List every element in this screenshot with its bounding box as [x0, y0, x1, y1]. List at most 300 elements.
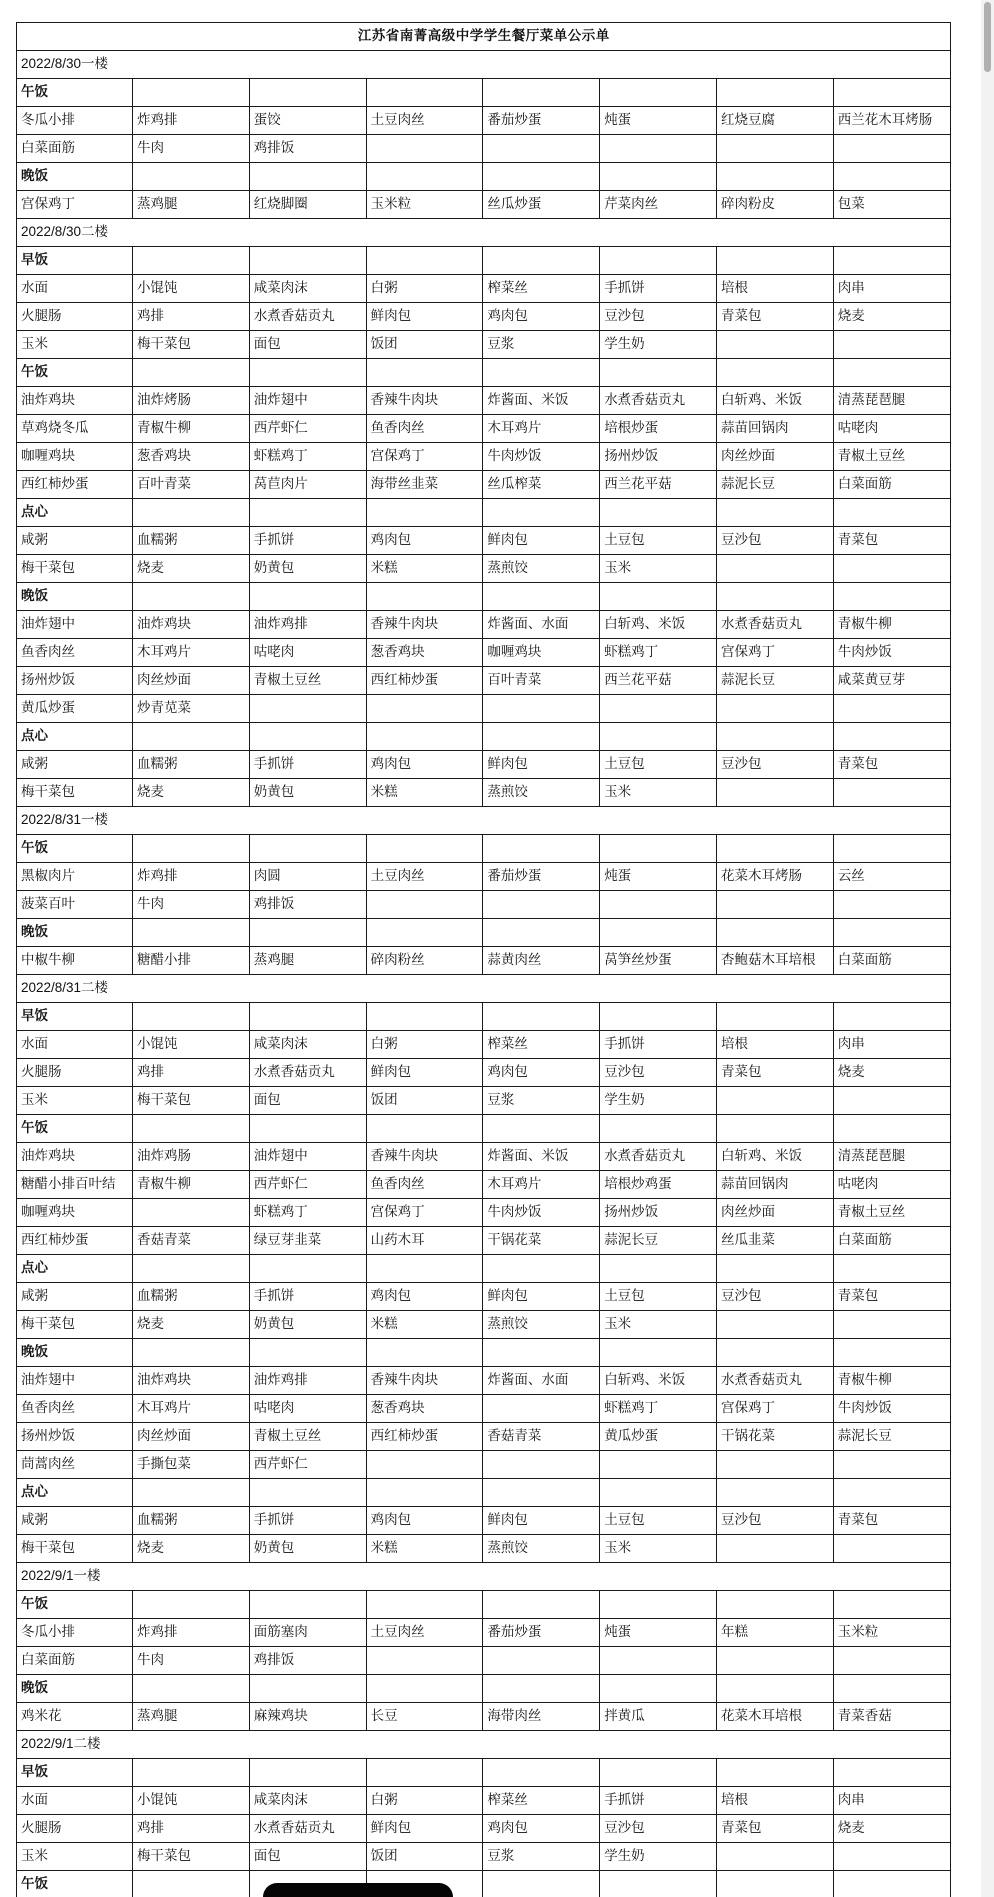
meal-header-row	[17, 1871, 951, 1897]
menu-item-cell: 海带丝韭菜	[366, 471, 483, 499]
menu-item-cell: 学生奶	[600, 331, 717, 359]
menu-item-cell: 青椒土豆丝	[249, 1423, 366, 1451]
menu-item-cell: 鸡肉包	[483, 1059, 600, 1087]
menu-item-cell: 青椒牛柳	[133, 1171, 250, 1199]
menu-item-cell: 土豆肉丝	[366, 863, 483, 891]
menu-item-cell: 青菜包	[833, 751, 950, 779]
menu-item-cell: 咸粥	[17, 751, 133, 779]
menu-item-cell	[833, 1087, 950, 1115]
meal-header-spacer	[600, 359, 717, 387]
meal-header-spacer	[833, 247, 950, 275]
menu-item-cell: 葱香鸡块	[366, 1395, 483, 1423]
menu-item-cell: 鸡肉包	[483, 1815, 600, 1843]
menu-item-cell: 炸鸡排	[133, 1619, 250, 1647]
menu-item-cell: 鸡肉包	[366, 751, 483, 779]
menu-item-cell: 培根	[716, 1031, 833, 1059]
menu-item-cell: 油炸鸡块	[133, 611, 250, 639]
date-label: 2022/8/30一楼	[17, 51, 951, 79]
menu-item-row	[17, 191, 951, 219]
menu-item-cell: 干锅花菜	[716, 1423, 833, 1451]
menu-item-cell: 青菜香菇	[833, 1703, 950, 1731]
menu-item-cell	[600, 695, 717, 723]
menu-item-row	[17, 639, 951, 667]
menu-item-cell: 肉丝炒面	[716, 1199, 833, 1227]
menu-item-cell: 番茄炒蛋	[483, 863, 600, 891]
menu-item-cell	[833, 779, 950, 807]
meal-header-spacer	[833, 835, 950, 863]
meal-header-spacer	[483, 1759, 600, 1787]
menu-item-cell: 梅干菜包	[133, 331, 250, 359]
menu-table	[16, 22, 951, 1897]
menu-item-cell: 奶黄包	[249, 1535, 366, 1563]
menu-item-cell: 牛肉	[133, 135, 250, 163]
meal-header-spacer	[600, 1759, 717, 1787]
menu-item-cell: 干锅花菜	[483, 1227, 600, 1255]
menu-item-row	[17, 527, 951, 555]
menu-item-cell	[716, 695, 833, 723]
menu-item-cell: 扬州炒饭	[600, 443, 717, 471]
menu-item-cell: 饭团	[366, 1843, 483, 1871]
menu-item-cell: 芹菜肉丝	[600, 191, 717, 219]
menu-item-cell: 水煮香菇贡丸	[600, 387, 717, 415]
menu-item-cell: 西芹虾仁	[249, 415, 366, 443]
menu-item-cell	[716, 1311, 833, 1339]
menu-item-cell: 梅干菜包	[17, 1311, 133, 1339]
menu-item-cell	[600, 891, 717, 919]
menu-item-cell: 鲜肉包	[366, 1815, 483, 1843]
menu-item-cell: 山药木耳	[366, 1227, 483, 1255]
meal-header-row	[17, 1591, 951, 1619]
meal-header-spacer	[600, 79, 717, 107]
meal-header-spacer	[716, 1871, 833, 1897]
menu-item-cell: 咸粥	[17, 1507, 133, 1535]
menu-item-cell: 土豆包	[600, 751, 717, 779]
menu-item-cell	[833, 1647, 950, 1675]
menu-item-row	[17, 415, 951, 443]
meal-header-spacer	[600, 1675, 717, 1703]
menu-item-cell: 面包	[249, 1843, 366, 1871]
menu-item-cell: 豆沙包	[716, 1283, 833, 1311]
menu-item-cell: 西芹虾仁	[249, 1171, 366, 1199]
menu-item-cell: 虾糕鸡丁	[600, 1395, 717, 1423]
menu-item-cell: 丝瓜榨菜	[483, 471, 600, 499]
menu-item-cell: 西红柿炒蛋	[366, 667, 483, 695]
menu-item-cell: 鸡排	[133, 303, 250, 331]
menu-item-cell	[483, 1451, 600, 1479]
menu-item-cell: 奶黄包	[249, 555, 366, 583]
menu-item-cell: 鲜肉包	[483, 751, 600, 779]
menu-item-cell: 鲜肉包	[483, 1507, 600, 1535]
vertical-scrollbar[interactable]	[981, 0, 994, 1897]
menu-item-cell: 肉串	[833, 1787, 950, 1815]
menu-item-cell: 白斩鸡、米饭	[716, 387, 833, 415]
meal-header-spacer	[133, 583, 250, 611]
menu-item-cell: 牛肉炒饭	[483, 443, 600, 471]
meal-header-spacer	[716, 583, 833, 611]
scrollbar-thumb[interactable]	[984, 2, 991, 72]
meal-header-spacer	[600, 1479, 717, 1507]
menu-item-cell: 青椒牛柳	[833, 611, 950, 639]
menu-item-cell	[366, 1451, 483, 1479]
menu-item-cell: 面包	[249, 331, 366, 359]
meal-header-spacer	[833, 1479, 950, 1507]
menu-item-cell: 虾糕鸡丁	[249, 1199, 366, 1227]
menu-item-cell: 虾糕鸡丁	[249, 443, 366, 471]
menu-item-row	[17, 1059, 951, 1087]
menu-item-row	[17, 947, 951, 975]
menu-item-cell: 豆沙包	[716, 1507, 833, 1535]
menu-item-row	[17, 891, 951, 919]
menu-item-cell: 虾糕鸡丁	[600, 639, 717, 667]
meal-header-spacer	[833, 919, 950, 947]
menu-item-cell: 玉米粒	[366, 191, 483, 219]
menu-item-cell: 梅干菜包	[17, 555, 133, 583]
menu-item-cell: 黄瓜炒蛋	[600, 1423, 717, 1451]
menu-item-row	[17, 1423, 951, 1451]
menu-item-row	[17, 1535, 951, 1563]
meal-name: 午饭	[17, 1871, 133, 1897]
meal-header-spacer	[249, 163, 366, 191]
menu-item-cell: 木耳鸡片	[483, 1171, 600, 1199]
menu-item-cell: 鸡排饭	[249, 891, 366, 919]
menu-item-cell	[833, 891, 950, 919]
menu-item-cell: 咖喱鸡块	[17, 443, 133, 471]
menu-item-cell: 玉米粒	[833, 1619, 950, 1647]
menu-item-cell: 蒜泥长豆	[716, 667, 833, 695]
menu-item-cell: 玉米	[17, 1087, 133, 1115]
menu-item-cell: 菠菜百叶	[17, 891, 133, 919]
meal-header-spacer	[833, 79, 950, 107]
menu-item-row	[17, 611, 951, 639]
meal-header-spacer	[833, 1675, 950, 1703]
menu-item-cell: 包菜	[833, 191, 950, 219]
menu-item-row	[17, 1647, 951, 1675]
menu-item-row	[17, 387, 951, 415]
meal-header-spacer	[833, 1255, 950, 1283]
menu-item-cell: 梅干菜包	[133, 1843, 250, 1871]
menu-item-cell	[600, 1647, 717, 1675]
menu-item-cell: 油炸鸡肠	[133, 1143, 250, 1171]
menu-item-cell: 咕咾肉	[249, 639, 366, 667]
menu-item-cell: 炖蛋	[600, 1619, 717, 1647]
menu-item-cell: 蒜黄肉丝	[483, 947, 600, 975]
meal-header-spacer	[600, 583, 717, 611]
menu-item-cell: 百叶青菜	[133, 471, 250, 499]
meal-header-spacer	[133, 1479, 250, 1507]
menu-item-cell: 蒜泥长豆	[600, 1227, 717, 1255]
menu-item-cell: 鸡排	[133, 1815, 250, 1843]
menu-item-cell: 土豆肉丝	[366, 107, 483, 135]
menu-item-cell: 蒸煎饺	[483, 555, 600, 583]
menu-item-cell: 白粥	[366, 1031, 483, 1059]
menu-item-cell: 土豆包	[600, 1507, 717, 1535]
meal-header-spacer	[366, 359, 483, 387]
menu-item-cell	[483, 1395, 600, 1423]
menu-item-cell: 烧麦	[133, 779, 250, 807]
meal-header-spacer	[249, 1255, 366, 1283]
meal-name: 午饭	[17, 359, 133, 387]
meal-header-spacer	[249, 835, 366, 863]
menu-item-cell: 油炸鸡排	[249, 1367, 366, 1395]
meal-header-spacer	[366, 499, 483, 527]
meal-header-row	[17, 79, 951, 107]
menu-item-cell: 青椒土豆丝	[833, 1199, 950, 1227]
menu-item-cell: 蒸煎饺	[483, 779, 600, 807]
menu-item-cell	[366, 135, 483, 163]
menu-item-cell: 豆浆	[483, 1843, 600, 1871]
meal-name: 点心	[17, 1255, 133, 1283]
menu-table-container	[16, 22, 950, 1897]
menu-item-cell: 炸酱面、米饭	[483, 387, 600, 415]
menu-item-row	[17, 443, 951, 471]
menu-item-cell: 油炸烤肠	[133, 387, 250, 415]
menu-item-cell	[366, 891, 483, 919]
meal-header-spacer	[133, 247, 250, 275]
meal-header-row	[17, 1759, 951, 1787]
meal-header-spacer	[249, 1115, 366, 1143]
menu-item-cell: 豆沙包	[600, 303, 717, 331]
menu-item-cell: 咕咾肉	[833, 1171, 950, 1199]
menu-item-cell: 火腿肠	[17, 1059, 133, 1087]
menu-item-cell: 油炸翅中	[17, 611, 133, 639]
menu-item-cell: 拌黄瓜	[600, 1703, 717, 1731]
meal-header-spacer	[716, 723, 833, 751]
meal-header-row	[17, 835, 951, 863]
meal-header-spacer	[133, 919, 250, 947]
meal-header-spacer	[483, 163, 600, 191]
menu-item-cell: 木耳鸡片	[133, 1395, 250, 1423]
menu-item-cell: 肉串	[833, 1031, 950, 1059]
menu-item-cell: 玉米	[600, 779, 717, 807]
menu-item-cell: 鲜肉包	[483, 527, 600, 555]
menu-item-cell: 香辣牛肉块	[366, 387, 483, 415]
menu-item-cell: 手抓饼	[600, 1787, 717, 1815]
menu-item-row	[17, 1171, 951, 1199]
menu-item-cell: 鸡肉包	[366, 527, 483, 555]
menu-item-cell: 扬州炒饭	[600, 1199, 717, 1227]
menu-item-cell: 鲜肉包	[366, 1059, 483, 1087]
meal-header-spacer	[716, 1339, 833, 1367]
meal-header-row	[17, 1115, 951, 1143]
menu-item-cell: 鸡肉包	[483, 303, 600, 331]
meal-header-spacer	[483, 1871, 600, 1897]
menu-item-cell: 青菜包	[716, 1059, 833, 1087]
menu-item-cell	[716, 779, 833, 807]
meal-header-row	[17, 919, 951, 947]
menu-item-cell: 香辣牛肉块	[366, 1143, 483, 1171]
menu-item-cell: 榨菜丝	[483, 1787, 600, 1815]
menu-item-cell: 米糕	[366, 1535, 483, 1563]
menu-item-cell: 扬州炒饭	[17, 1423, 133, 1451]
menu-item-cell: 咖喱鸡块	[17, 1199, 133, 1227]
meal-header-spacer	[483, 835, 600, 863]
menu-item-cell: 水煮香菇贡丸	[249, 303, 366, 331]
menu-item-row	[17, 1787, 951, 1815]
meal-header-spacer	[366, 583, 483, 611]
menu-item-cell: 蒸鸡腿	[133, 191, 250, 219]
meal-header-spacer	[366, 1479, 483, 1507]
menu-item-cell: 白菜面筋	[833, 1227, 950, 1255]
menu-item-cell	[833, 1843, 950, 1871]
menu-item-cell: 白粥	[366, 1787, 483, 1815]
menu-item-cell: 培根	[716, 1787, 833, 1815]
meal-header-spacer	[600, 247, 717, 275]
meal-header-spacer	[249, 499, 366, 527]
menu-item-cell	[716, 331, 833, 359]
meal-header-spacer	[366, 835, 483, 863]
menu-item-cell: 青菜包	[833, 1283, 950, 1311]
meal-header-spacer	[716, 1759, 833, 1787]
date-label: 2022/9/1一楼	[17, 1563, 951, 1591]
meal-header-spacer	[483, 79, 600, 107]
meal-header-spacer	[833, 359, 950, 387]
menu-item-cell: 白粥	[366, 275, 483, 303]
menu-item-cell: 西兰花木耳烤肠	[833, 107, 950, 135]
menu-item-cell: 油炸鸡排	[249, 611, 366, 639]
date-banner-row	[17, 51, 951, 79]
menu-item-cell: 炖蛋	[600, 107, 717, 135]
date-label: 2022/8/30二楼	[17, 219, 951, 247]
menu-item-cell: 牛肉	[133, 1647, 250, 1675]
meal-name: 晚饭	[17, 919, 133, 947]
menu-item-cell: 宫保鸡丁	[716, 639, 833, 667]
menu-item-cell: 油炸翅中	[249, 1143, 366, 1171]
meal-header-spacer	[483, 1591, 600, 1619]
meal-name: 晚饭	[17, 1675, 133, 1703]
menu-item-cell	[833, 331, 950, 359]
menu-item-cell: 青椒土豆丝	[249, 667, 366, 695]
meal-header-row	[17, 1003, 951, 1031]
meal-header-spacer	[483, 1339, 600, 1367]
menu-item-cell: 木耳鸡片	[483, 415, 600, 443]
menu-item-cell: 长豆	[366, 1703, 483, 1731]
menu-item-cell: 糖醋小排	[133, 947, 250, 975]
meal-header-spacer	[600, 163, 717, 191]
meal-header-spacer	[249, 1339, 366, 1367]
meal-header-spacer	[600, 835, 717, 863]
menu-item-cell: 炸酱面、水面	[483, 1367, 600, 1395]
menu-item-row	[17, 1367, 951, 1395]
meal-header-spacer	[600, 1871, 717, 1897]
meal-header-spacer	[366, 1003, 483, 1031]
menu-item-cell: 手抓饼	[249, 1283, 366, 1311]
menu-item-cell: 奶黄包	[249, 779, 366, 807]
menu-item-cell: 白菜面筋	[17, 1647, 133, 1675]
menu-item-cell: 榨菜丝	[483, 275, 600, 303]
meal-header-spacer	[133, 1675, 250, 1703]
menu-item-cell: 云丝	[833, 863, 950, 891]
menu-item-cell: 烧麦	[133, 1535, 250, 1563]
menu-item-cell: 鸡排饭	[249, 1647, 366, 1675]
menu-item-cell: 玉米	[600, 1535, 717, 1563]
menu-item-cell: 豆沙包	[600, 1815, 717, 1843]
meal-header-spacer	[133, 723, 250, 751]
meal-name: 晚饭	[17, 163, 133, 191]
menu-item-cell: 手抓饼	[249, 751, 366, 779]
meal-header-row	[17, 1255, 951, 1283]
menu-item-cell: 炸鸡排	[133, 107, 250, 135]
menu-item-cell: 培根	[716, 275, 833, 303]
menu-item-row	[17, 1703, 951, 1731]
date-banner-row	[17, 219, 951, 247]
meal-name: 午饭	[17, 79, 133, 107]
menu-item-cell: 冬瓜小排	[17, 1619, 133, 1647]
menu-item-cell: 玉米	[600, 1311, 717, 1339]
meal-name: 晚饭	[17, 583, 133, 611]
menu-item-cell: 白斩鸡、米饭	[600, 611, 717, 639]
meal-header-spacer	[716, 163, 833, 191]
menu-item-cell: 鸡肉包	[366, 1507, 483, 1535]
menu-item-cell: 冬瓜小排	[17, 107, 133, 135]
menu-item-cell: 豆沙包	[600, 1059, 717, 1087]
menu-item-cell	[716, 1535, 833, 1563]
menu-item-cell: 香菇青菜	[133, 1227, 250, 1255]
meal-header-spacer	[366, 79, 483, 107]
menu-item-row	[17, 1843, 951, 1871]
meal-header-spacer	[366, 723, 483, 751]
menu-item-row	[17, 863, 951, 891]
menu-item-cell: 手抓饼	[249, 1507, 366, 1535]
menu-item-cell: 番茄炒蛋	[483, 1619, 600, 1647]
title-row	[17, 23, 951, 51]
date-banner-row	[17, 807, 951, 835]
menu-item-cell	[833, 1535, 950, 1563]
meal-header-spacer	[483, 723, 600, 751]
meal-header-spacer	[366, 1339, 483, 1367]
meal-header-row	[17, 583, 951, 611]
menu-item-cell: 白菜面筋	[17, 135, 133, 163]
menu-item-cell: 玉米	[17, 1843, 133, 1871]
menu-item-cell: 花菜木耳烤肠	[716, 863, 833, 891]
menu-item-cell: 草鸡烧冬瓜	[17, 415, 133, 443]
menu-item-cell	[716, 1843, 833, 1871]
meal-header-spacer	[600, 1115, 717, 1143]
menu-item-cell: 饭团	[366, 1087, 483, 1115]
meal-header-spacer	[366, 919, 483, 947]
date-banner-row	[17, 975, 951, 1003]
menu-item-cell: 炸酱面、米饭	[483, 1143, 600, 1171]
menu-item-cell: 香辣牛肉块	[366, 1367, 483, 1395]
menu-item-cell	[833, 555, 950, 583]
meal-header-spacer	[716, 1479, 833, 1507]
menu-item-cell: 咸菜肉沫	[249, 1787, 366, 1815]
menu-item-row	[17, 1283, 951, 1311]
menu-item-cell: 炸鸡排	[133, 863, 250, 891]
menu-item-cell	[133, 1199, 250, 1227]
menu-item-cell	[600, 135, 717, 163]
meal-name: 点心	[17, 723, 133, 751]
meal-header-spacer	[483, 1675, 600, 1703]
menu-item-cell	[366, 695, 483, 723]
date-label: 2022/8/31一楼	[17, 807, 951, 835]
menu-item-row	[17, 1619, 951, 1647]
menu-item-cell: 莴笋丝炒蛋	[600, 947, 717, 975]
menu-item-cell: 小馄饨	[133, 275, 250, 303]
menu-table-body	[17, 23, 951, 1897]
meal-header-spacer	[249, 1759, 366, 1787]
menu-item-cell: 牛肉炒饭	[833, 639, 950, 667]
meal-header-spacer	[249, 1003, 366, 1031]
menu-item-cell: 番茄炒蛋	[483, 107, 600, 135]
meal-header-spacer	[483, 1479, 600, 1507]
menu-item-cell: 肉丝炒面	[133, 667, 250, 695]
menu-item-row	[17, 751, 951, 779]
menu-item-cell: 蒸煎饺	[483, 1311, 600, 1339]
menu-item-cell: 咸菜黄豆芽	[833, 667, 950, 695]
meal-header-spacer	[249, 1591, 366, 1619]
meal-header-spacer	[133, 1871, 250, 1897]
menu-item-cell	[716, 891, 833, 919]
